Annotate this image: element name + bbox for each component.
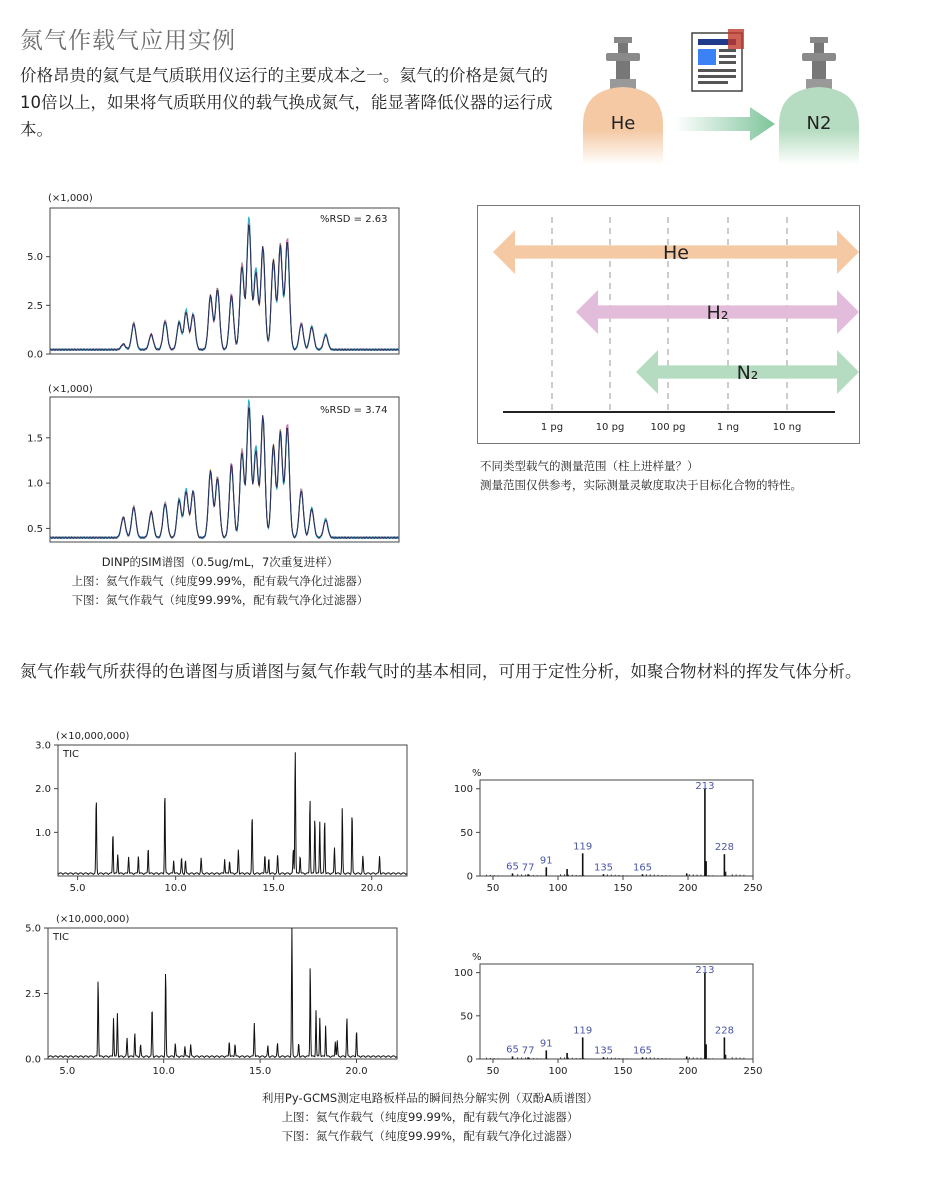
replicate-trace [50,408,399,538]
x-tick-label: 5.0 [69,883,86,894]
he-cylinder-label: He [610,113,636,134]
x-tick-label: 200 [678,1066,698,1077]
ms-percent-label: % [472,952,482,963]
chart-multiplier: (×10,000,000) [56,731,130,742]
tic-chart-helium [20,728,410,900]
chart-multiplier: (×10,000,000) [56,914,130,925]
y-tick-label: 0.0 [27,349,43,361]
caption-line: 不同类型载气的测量范围（柱上进样量？） [480,459,699,473]
tic-trace [58,752,407,874]
chart-multiplier: (×1,000) [48,193,93,204]
y-tick-label: 100 [453,968,473,980]
x-tick-label: 20.0 [360,883,383,894]
x-tick-label: 10.0 [152,1066,175,1077]
ms-peak-label: 91 [539,855,553,867]
chart-multiplier: (×1,000) [48,384,93,395]
plot-frame [58,745,407,876]
x-tick-label: 150 [613,883,633,894]
tic-label: TIC [53,932,70,943]
rsd-annotation: %RSD = 3.74 [320,405,388,416]
x-tick-label: 100 pg [650,422,686,433]
x-tick-label: 5.0 [59,1066,76,1077]
caption-line: 测量范围仅供参考，实际测量灵敏度取决于目标化合物的特性。 [480,478,802,492]
py-caption [150,1089,710,1146]
y-tick-label: 50 [460,827,473,839]
x-tick-label: 10.0 [164,883,187,894]
replicate-trace [50,226,399,351]
replicate-trace [50,402,399,538]
caption-line: DINP的SIM谱图（0.5ug/mL，7次重复进样） [101,555,339,569]
n2-cylinder-label: N2 [806,113,832,134]
ms-peak-label: 135 [593,1045,614,1057]
range-caption [480,457,920,495]
replicate-trace [50,217,399,350]
x-tick-label: 15.0 [248,1066,272,1077]
caption-line: 下图：氮气作载气（纯度99.99%，配有载气净化过滤器） [281,1129,579,1143]
y-tick-label: 0 [466,871,473,883]
y-tick-label: 50 [460,1011,473,1023]
replicate-trace [50,220,399,351]
ms-peak-label: 91 [539,1038,553,1050]
y-tick-label: 1.0 [27,478,43,490]
carrier-gas-range-chart [477,205,861,445]
x-tick-label: 100 [548,1066,568,1077]
replicate-trace [50,222,399,350]
ms-peak-label: 119 [573,1025,593,1037]
ms-peak-label: 77 [521,862,535,874]
plot-frame [48,928,397,1059]
y-tick-label: 100 [453,784,473,796]
x-tick-label: 20.0 [345,1066,368,1077]
y-tick-label: 2.0 [35,784,51,796]
cylinder-illustration [570,25,880,165]
page-title: 氮气作载气应用实例 [20,28,236,54]
replicate-trace [50,400,399,539]
ms-peak-label: 213 [695,781,715,792]
doc-icon [692,29,744,91]
range-label: N₂ [736,362,759,384]
he-cylinder [583,37,663,165]
x-tick-label: 1 pg [540,422,564,433]
replicate-trace [50,225,399,350]
ms-peak-label: 135 [593,862,614,874]
y-tick-label: 1.5 [27,433,43,445]
plot-frame [50,397,399,542]
y-tick-label: 2.5 [25,989,41,1000]
tic-chart-nitrogen [20,911,410,1083]
x-tick-label: 15.0 [262,883,285,894]
tic-trace [48,928,397,1057]
sim-caption [20,553,420,610]
x-tick-label: 250 [743,883,763,894]
tic-label: TIC [63,749,80,760]
y-tick-label: 0 [466,1054,473,1066]
x-tick-label: 250 [743,1066,763,1077]
x-tick-label: 200 [678,883,698,894]
mass-spectrum-helium [440,764,770,900]
replicate-trace [50,218,399,350]
range-label: H₂ [706,302,729,324]
x-tick-label: 150 [613,1066,633,1077]
replicate-trace [50,409,399,539]
sim-chart-nitrogen [20,380,405,550]
sim-chart-helium [20,188,405,363]
x-tick-label: 50 [486,883,500,894]
ms-peak-label: 65 [506,861,519,873]
x-tick-label: 50 [486,1066,500,1077]
n2-cylinder [779,37,859,165]
replicate-trace [50,405,399,539]
x-tick-label: 100 [548,883,568,894]
y-tick-label: 5.0 [27,252,43,264]
replicate-trace [50,401,399,539]
caption-line: 上图：氦气作载气（纯度99.99%，配有载气净化过滤器） [71,574,369,588]
arrow-icon [675,107,775,141]
ms-peak-label: 213 [695,965,715,976]
ms-peak-label: 228 [714,842,734,854]
ms-peak-label: 165 [632,862,653,874]
y-tick-label: 5.0 [25,923,41,935]
replicate-trace [50,224,399,350]
caption-line: 下图：氮气作载气（纯度99.99%，配有载气净化过滤器） [71,593,369,607]
x-tick-label: 1 ng [716,422,740,433]
summary-paragraph: 氮气作载气所获得的色谱图与质谱图与氦气作载气时的基本相同，可用于定性分析，如聚合物材料的挥发气体分析。 [20,662,862,681]
ms-peak-label: 165 [632,1045,653,1057]
intro-paragraph: 价格昂贵的氦气是气质联用仪运行的主要成本之一。氦气的价格是氮气的10倍以上，如果将气质联用仪的载气换成氮气，能显著降低仪器的运行成本。 [20,66,553,139]
caption-line: 利用Py-GCMS测定电路板样品的瞬间热分解实例（双酚A质谱图） [261,1091,599,1105]
y-tick-label: 0.0 [25,1054,41,1066]
ms-peak-label: 77 [521,1045,535,1057]
plot-frame [50,208,399,354]
y-tick-label: 2.5 [27,300,43,312]
ms-peak-label: 65 [506,1044,519,1056]
range-label: He [663,242,689,264]
ms-peak-label: 119 [573,841,593,853]
y-tick-label: 1.0 [35,827,51,839]
x-tick-label: 10 ng [772,422,802,433]
ms-peak-label: 228 [714,1025,734,1037]
caption-line: 上图：氦气作载气（纯度99.99%，配有载气净化过滤器） [281,1110,579,1124]
y-tick-label: 0.5 [27,523,43,535]
ms-percent-label: % [472,768,482,779]
x-tick-label: 10 pg [595,422,625,433]
mass-spectrum-nitrogen [440,948,770,1083]
y-tick-label: 3.0 [35,740,51,752]
replicate-trace [50,407,399,539]
rsd-annotation: %RSD = 2.63 [320,214,388,225]
